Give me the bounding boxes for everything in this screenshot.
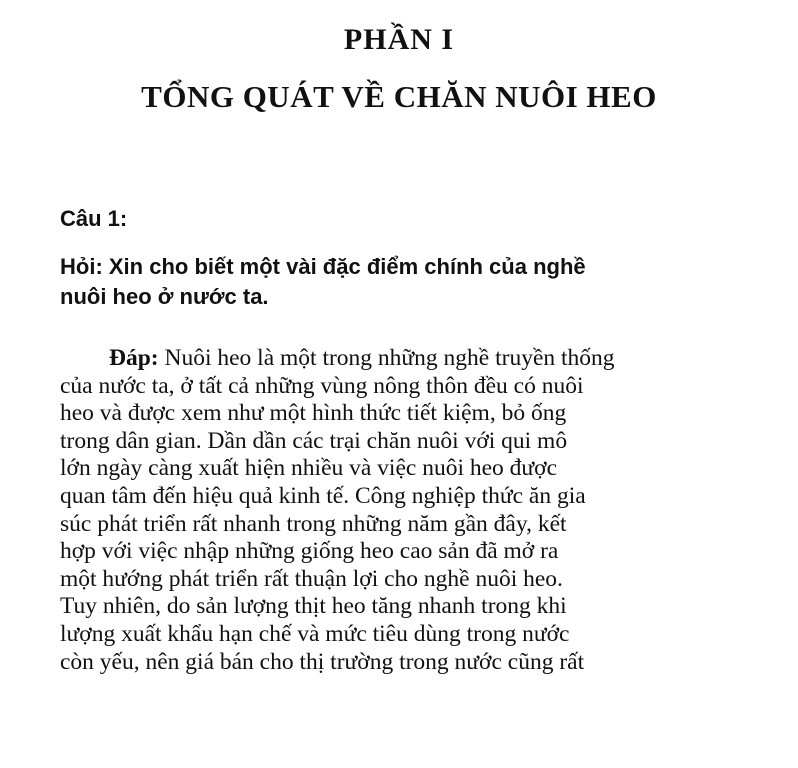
answer-line: còn yếu, nên giá bán cho thị trường trong nước cũng rất: [60, 648, 585, 675]
answer-line: trong dân gian. Dần dần các trại chăn nuôi với qui mô: [60, 427, 568, 454]
question-line: Hỏi: Xin cho biết một vài đặc điểm chính của nghề: [60, 254, 586, 279]
part-title: PHẦN I: [343, 23, 455, 56]
answer-line: hợp với việc nhập những giống heo cao sản đã mở ra: [60, 538, 559, 565]
question-number: Câu 1:: [60, 206, 128, 231]
answer-line: lượng xuất khẩu hạn chế và mức tiêu dùng trong nước: [60, 620, 570, 647]
answer-line: quan tâm đến hiệu quả kinh tế. Công nghiệp thức ăn gia: [60, 482, 586, 509]
answer-line: của nước ta, ở tất cả những vùng nông thôn đều có nuôi: [60, 372, 584, 399]
answer-label: Đáp:: [109, 345, 159, 371]
answer-line: một hướng phát triển rất thuận lợi cho nghề nuôi heo.: [60, 565, 563, 592]
answer-line: heo và được xem như một hình thức tiết kiệm, bỏ ống: [60, 400, 567, 427]
chapter-title: TỔNG QUÁT VỀ CHĂN NUÔI HEO: [141, 79, 657, 114]
question-text: [60, 252, 740, 312]
question-line: nuôi heo ở nước ta.: [60, 284, 269, 309]
answer-paragraph: [60, 345, 740, 676]
answer-line: súc phát triển rất nhanh trong những năm gần đây, kết: [60, 510, 567, 537]
answer-line: lớn ngày càng xuất hiện nhiều và việc nuôi heo được: [60, 455, 557, 482]
answer-line: Tuy nhiên, do sản lượng thịt heo tăng nhanh trong khi: [60, 593, 567, 620]
answer-first-line: [60, 345, 740, 373]
answer-line-text: Nuôi heo là một trong những nghề truyền thống: [158, 345, 615, 371]
